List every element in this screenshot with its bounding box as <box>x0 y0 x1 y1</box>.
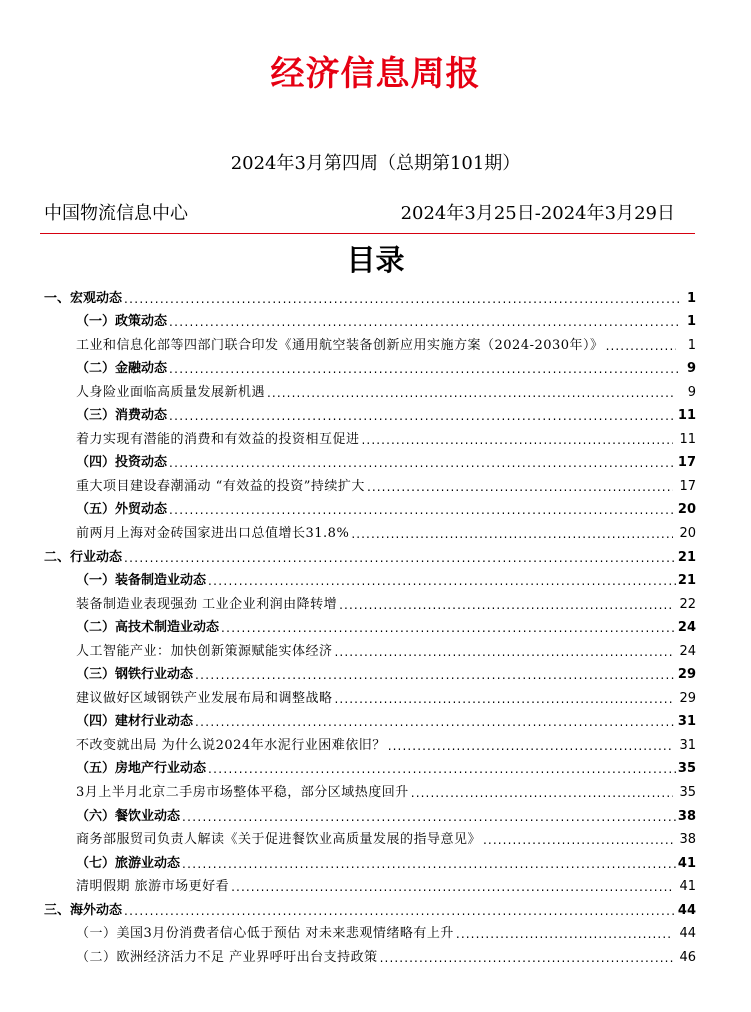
toc-entry[interactable] <box>40 449 696 473</box>
toc-dot-leader <box>169 407 676 425</box>
toc-entry[interactable] <box>40 802 696 826</box>
toc-entry-title[interactable]: 二、行业动态 <box>44 549 123 565</box>
toc-page-number[interactable]: 24 <box>679 643 696 659</box>
toc-dot-leader <box>169 313 680 331</box>
toc-entry-title[interactable]: （三）消费动态 <box>76 408 168 424</box>
toc-dot-leader <box>362 431 674 449</box>
toc-page-number[interactable]: 41 <box>677 855 696 871</box>
toc-entry-title[interactable]: （三）钢铁行业动态 <box>76 667 194 683</box>
toc-page-number[interactable]: 20 <box>677 502 696 518</box>
toc-entry[interactable] <box>40 943 696 967</box>
toc-entry[interactable] <box>40 731 696 755</box>
toc-entry[interactable] <box>40 284 696 308</box>
toc-entry-title[interactable]: 一、宏观动态 <box>44 290 123 306</box>
toc-entry[interactable] <box>40 637 696 661</box>
toc-entry-title[interactable]: （四）投资动态 <box>76 455 168 471</box>
toc-entry-title[interactable]: 清明假期 旅游市场更好看 <box>76 879 230 895</box>
table-of-contents <box>40 284 696 967</box>
toc-entry-title[interactable]: 工业和信息化部等四部门联合印发《通用航空装备创新应用实施方案（2024-2030年）》 <box>76 337 604 353</box>
toc-entry[interactable] <box>40 684 696 708</box>
toc-entry[interactable] <box>40 543 696 567</box>
toc-entry[interactable] <box>40 378 696 402</box>
masthead-title: 经济信息周报 <box>270 54 481 94</box>
toc-dot-leader <box>124 290 680 308</box>
toc-page-number[interactable]: 11 <box>679 431 696 447</box>
toc-dot-leader <box>339 596 673 614</box>
toc-page-number[interactable]: 1 <box>686 314 696 330</box>
toc-entry-title[interactable]: 三、海外动态 <box>44 902 123 918</box>
toc-entry[interactable] <box>40 708 696 732</box>
date-range: 2024年3月25日-2024年3月29日 <box>400 203 675 224</box>
toc-page-number[interactable]: 9 <box>686 361 696 377</box>
toc-entry-title[interactable]: 商务部服贸司负责人解读《关于促进餐饮业高质量发展的指导意见》 <box>76 832 482 848</box>
toc-entry[interactable] <box>40 496 696 520</box>
toc-entry[interactable] <box>40 661 696 685</box>
toc-entry[interactable] <box>40 826 696 850</box>
toc-entry-title[interactable]: 重大项目建设春潮涌动 “有效益的投资”持续扩大 <box>76 478 365 494</box>
toc-entry-title[interactable]: （二）金融动态 <box>76 361 168 377</box>
toc-entry[interactable] <box>40 896 696 920</box>
toc-entry-title[interactable]: （五）外贸动态 <box>76 502 168 518</box>
toc-entry-title[interactable]: 人工智能产业：加快创新策源赋能实体经济 <box>76 643 333 659</box>
toc-entry-title[interactable]: （四）建材行业动态 <box>76 714 194 730</box>
toc-dot-leader <box>195 666 676 684</box>
toc-entry[interactable] <box>40 425 696 449</box>
toc-dot-leader <box>221 619 676 637</box>
toc-entry[interactable] <box>40 590 696 614</box>
toc-page-number[interactable]: 21 <box>677 573 696 589</box>
toc-dot-leader <box>335 643 674 661</box>
toc-entry-title[interactable]: 3月上半月北京二手房市场整体平稳，部分区域热度回升 <box>76 785 409 801</box>
toc-page-number[interactable]: 44 <box>677 902 696 918</box>
toc-entry[interactable] <box>40 355 696 379</box>
toc-page-number[interactable]: 22 <box>679 596 696 612</box>
toc-page-number[interactable]: 46 <box>679 949 696 965</box>
toc-entry[interactable] <box>40 778 696 802</box>
toc-entry-title[interactable]: 前两月上海对金砖国家进出口总值增长31.8% <box>76 526 350 542</box>
toc-dot-leader <box>208 760 676 778</box>
toc-page-number[interactable]: 17 <box>677 455 696 471</box>
toc-entry-title[interactable]: （五）房地产行业动态 <box>76 761 207 777</box>
toc-page-number[interactable]: 1 <box>687 337 696 353</box>
toc-page-number[interactable]: 35 <box>677 761 696 777</box>
toc-entry-title[interactable]: （二）欧洲经济活力不足 产业界呼吁出台支持政策 <box>76 949 378 965</box>
toc-page-number[interactable]: 11 <box>677 408 696 424</box>
toc-dot-leader <box>169 454 676 472</box>
toc-entry[interactable] <box>40 331 696 355</box>
toc-page-number[interactable]: 1 <box>686 290 696 306</box>
toc-page-number[interactable]: 31 <box>679 737 696 753</box>
toc-entry[interactable] <box>40 472 696 496</box>
toc-page-number[interactable]: 38 <box>677 808 696 824</box>
toc-entry-title[interactable]: 人身险业面临高质量发展新机遇 <box>76 384 266 400</box>
toc-entry-title[interactable]: （一）政策动态 <box>76 314 168 330</box>
toc-entry-title[interactable]: 不改变就出局 为什么说2024年水泥行业困难依旧？ <box>76 737 386 753</box>
toc-entry-title[interactable]: （二）高技术制造业动态 <box>76 620 220 636</box>
toc-dot-leader <box>195 713 676 731</box>
toc-entry-title[interactable]: 着力实现有潜能的消费和有效益的投资相互促进 <box>76 431 360 447</box>
toc-page-number[interactable]: 17 <box>679 478 696 494</box>
toc-page-number[interactable]: 20 <box>679 526 696 542</box>
toc-entry[interactable] <box>40 567 696 591</box>
toc-dot-leader <box>124 549 676 567</box>
toc-dot-leader <box>124 902 676 920</box>
toc-entry-title[interactable]: （七）旅游业动态 <box>76 855 181 871</box>
toc-entry-title[interactable]: （一）装备制造业动态 <box>76 573 207 589</box>
toc-page-number[interactable]: 9 <box>687 384 696 400</box>
toc-dot-leader <box>367 478 674 496</box>
toc-page-number[interactable]: 31 <box>677 714 696 730</box>
toc-entry-title[interactable]: （六）餐饮业动态 <box>76 808 181 824</box>
toc-entry[interactable] <box>40 519 696 543</box>
toc-dot-leader <box>182 808 676 826</box>
toc-entry[interactable] <box>40 308 696 332</box>
toc-dot-leader <box>335 690 674 708</box>
toc-dot-leader <box>456 925 674 943</box>
toc-dot-leader <box>483 831 673 849</box>
toc-entry[interactable] <box>40 755 696 779</box>
toc-entry[interactable] <box>40 402 696 426</box>
toc-page-number[interactable]: 21 <box>677 549 696 565</box>
toc-dot-leader <box>380 949 674 967</box>
toc-entry-title[interactable]: 装备制造业表现强劲 工业企业利润由降转增 <box>76 596 338 612</box>
toc-page-number[interactable]: 24 <box>677 620 696 636</box>
toc-page-number[interactable]: 44 <box>679 926 696 942</box>
toc-entry[interactable] <box>40 920 696 944</box>
organization-name: 中国物流信息中心 <box>44 203 188 224</box>
toc-dot-leader <box>606 337 676 355</box>
toc-entry[interactable] <box>40 849 696 873</box>
toc-dot-leader <box>231 878 673 896</box>
toc-dot-leader <box>169 501 676 519</box>
header-divider <box>40 233 695 234</box>
toc-dot-leader <box>208 572 676 590</box>
toc-entry[interactable] <box>40 614 696 638</box>
toc-title: 目录 <box>346 243 405 277</box>
toc-page-number[interactable]: 29 <box>677 667 696 683</box>
toc-page-number[interactable]: 41 <box>679 879 696 895</box>
issue-line: 2024年3月第四周（总期第101期） <box>230 153 521 174</box>
toc-entry-title[interactable]: （一）美国3月份消费者信心低于预估 对未来悲观情绪略有上升 <box>76 926 454 942</box>
toc-dot-leader <box>388 737 674 755</box>
toc-dot-leader <box>411 784 674 802</box>
toc-dot-leader <box>351 525 673 543</box>
toc-dot-leader <box>182 855 676 873</box>
toc-entry-title[interactable]: 建议做好区域钢铁产业发展布局和调整战略 <box>76 690 333 706</box>
toc-page-number[interactable]: 29 <box>679 690 696 706</box>
toc-page-number[interactable]: 35 <box>679 785 696 801</box>
toc-entry[interactable] <box>40 873 696 897</box>
toc-page-number[interactable]: 38 <box>679 832 696 848</box>
toc-dot-leader <box>267 384 676 402</box>
toc-dot-leader <box>169 360 680 378</box>
